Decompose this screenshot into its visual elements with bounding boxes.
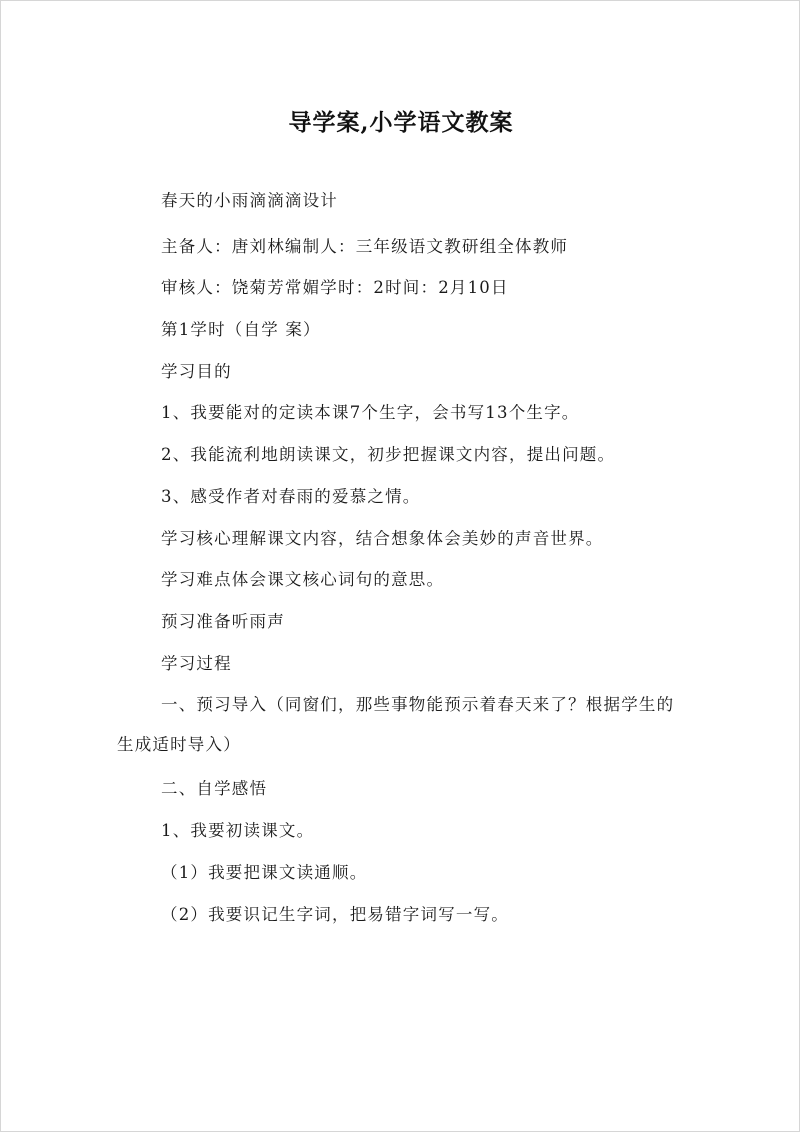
paragraph-step-1: 1、我要初读课文。: [161, 821, 315, 840]
paragraph-objectives-heading: 学习目的: [161, 362, 232, 381]
paragraph-lesson-name: 春天的小雨滴滴滴设计: [161, 191, 338, 210]
paragraph-step-1-1: （1）我要把课文读通顺。: [161, 863, 368, 882]
paragraph-step-1-2: （2）我要识记生字词，把易错字词写一写。: [161, 905, 509, 924]
paragraph-reviewer: 审核人：饶菊芳常媚学时：2时间：2月10日: [161, 278, 509, 297]
paragraph-self-study-heading: 二、自学感悟: [161, 779, 268, 798]
paragraph-objective-3: 3、感受作者对春雨的爱慕之情。: [161, 487, 421, 506]
paragraph-preparation: 预习准备听雨声: [161, 612, 285, 631]
paragraph-objective-1: 1、我要能对的定读本课7个生字，会书写13个生字。: [161, 403, 580, 422]
paragraph-preparer: 主备人：唐刘林编制人：三年级语文教研组全体教师: [161, 237, 569, 256]
paragraph-objective-2: 2、我能流利地朗读课文，初步把握课文内容，提出问题。: [161, 445, 616, 464]
paragraph-intro: 一、预习导入（同窗们，那些事物能预示着春天来了？根据学生的生成适时导入）: [117, 695, 675, 754]
paragraph-session: 第1学时（自学 案）: [161, 320, 321, 339]
paragraph-process-heading: 学习过程: [161, 654, 232, 673]
paragraph-key-point: 学习核心理解课文内容，结合想象体会美妙的声音世界。: [161, 529, 604, 548]
document-title: 导学案,小学语文教案: [288, 109, 514, 136]
paragraph-difficulty: 学习难点体会课文核心词句的意思。: [161, 570, 445, 589]
